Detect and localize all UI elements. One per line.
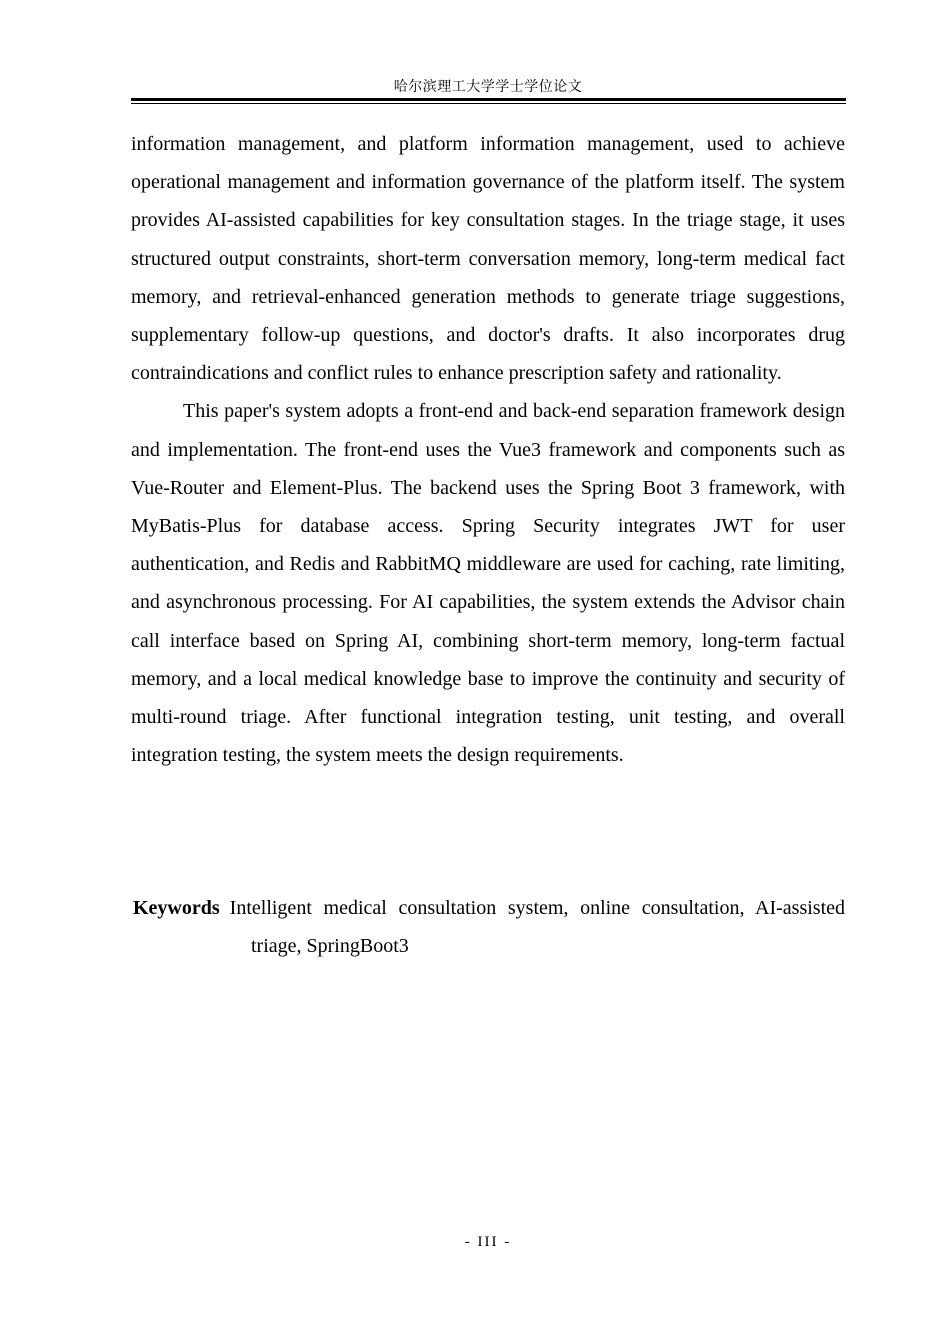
abstract-paragraph-continued: information management, and platform information management, used to achieve operational management and information governance of the platform itself. The system provides AI-assisted capabilities for key consultation stages. In the triage stage, it uses structured output constraints, short-term conversation memory, long-term medical fact memory, and retrieval-enhanced generation methods to generate triage suggestions, supplementary follow-up questions, and doctor's drafts. It also incorporates drug contraindications and conflict rules to enhance prescription safety and rationality. xyxy=(131,133,845,385)
running-header: 哈尔滨理工大学学士学位论文 xyxy=(393,79,583,95)
keywords-block xyxy=(131,889,845,965)
page-number: - III - xyxy=(464,1234,512,1250)
abstract-body xyxy=(131,125,845,774)
keywords-text: Intelligent medical consultation system, online consultation, AI-assisted triage, SpringBoot3 xyxy=(229,897,845,958)
abstract-paragraph-architecture: This paper's system adopts a front-end and back-end separation framework design and implementation. The front-end uses the Vue3 framework and components such as Vue-Router and Element-Plus. The backend uses the Spring Boot 3 framework, with MyBatis-Plus for database access. Spring Security integrates JWT for user authentication, and Redis and RabbitMQ middleware are used for caching, rate limiting, and asynchronous processing. For AI capabilities, the system extends the Advisor chain call interface based on Spring AI, combining short-term memory, long-term factual memory, and a local medical knowledge base to improve the continuity and security of multi-round triage. After functional integration testing, unit testing, and overall integration testing, the system meets the design requirements. xyxy=(131,400,845,767)
header-rule-thin xyxy=(131,103,846,104)
keywords-label: Keywords xyxy=(133,897,220,919)
header-rule-thick xyxy=(131,98,846,101)
